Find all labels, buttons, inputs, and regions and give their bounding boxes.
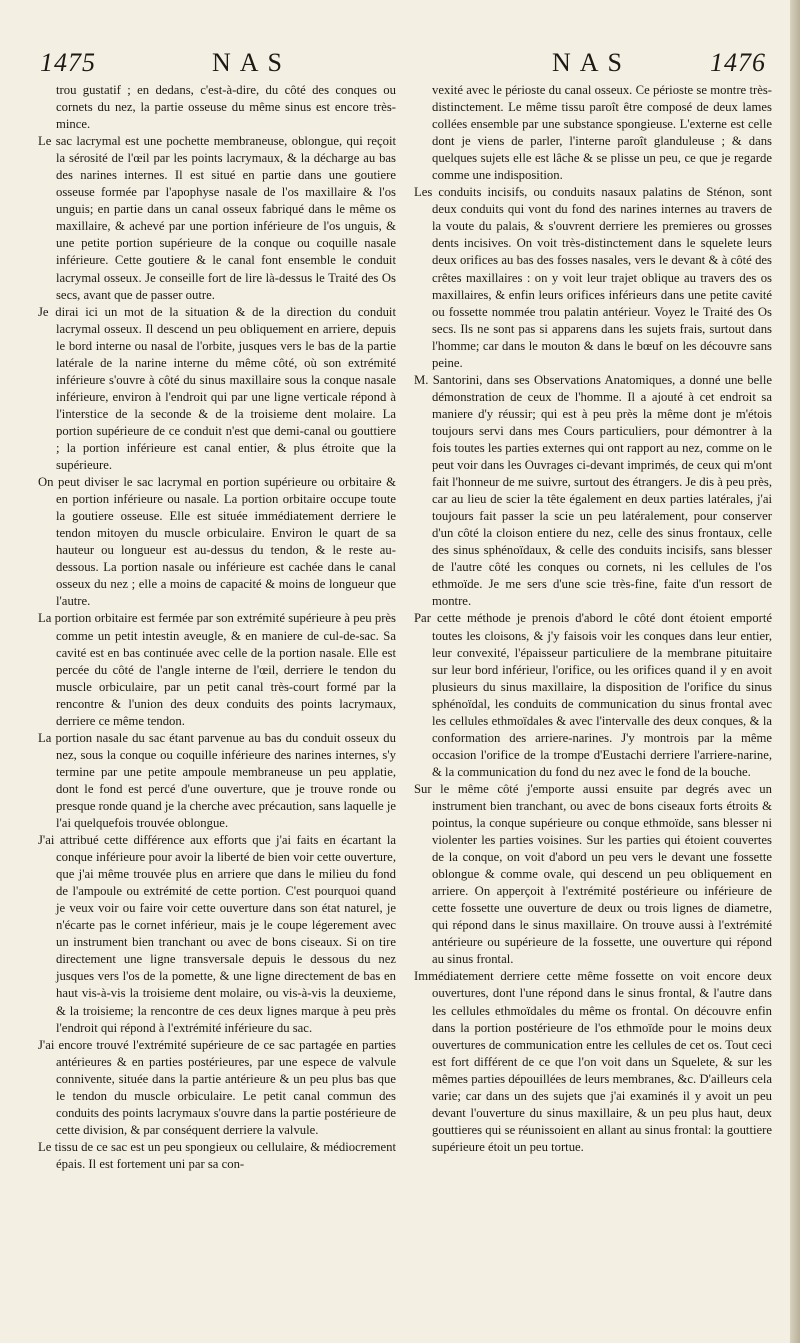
paragraph: trou gustatif ; en dedans, c'est-à-dire, du côté des conques ou cornets du nez, la partie osseuse du même sinus est encore très-mince.: [56, 83, 396, 132]
paragraph: Le sac lacrymal est une pochette membraneuse, oblongue, qui reçoit la sérosité de l'œil par les points lacrymaux, & la décharge au bas des narines internes. Il est situé en partie dans une goutiere osseuse formée par l'apophyse nasale de l'os maxillaire & l'os unguis; en partie dans un canal osseux fabriqué dans le même os maxillaire, & achevé par une portion inférieure de l'os unguis, & une petite portion supérieure de la conque ou coquille nasale inférieure. Cette goutiere & le canal font ensemble le conduit lacrymal osseux. Je conseille fort de lire là-dessus le Traité des Os secs, avant que de passer outre.: [38, 134, 396, 302]
paragraph: J'ai encore trouvé l'extrémité supérieure de ce sac partagée en parties antérieures & en parties postérieures, par une espece de valvule connivente, située dans la partie antérieure & un peu plus bas que le tendon du muscle orbiculaire. Le petit canal commun des conduits des points lacrymaux s'ouvre dans la partie postérieure de cette division, & par conséquent derriere la valvule.: [38, 1037, 396, 1137]
page-edge: [790, 0, 800, 1343]
paragraph: J'ai attribué cette différence aux efforts que j'ai faits en écartant la conque inférieure pour avoir la liberté de bien voir cette ouverture, que j'ai même trouvée plus en arriere que dans le milieu du fond de l'ampoule ou extrémité de cette portion. C'est pourquoi quand je veux voir ou faire voir cette ouverture dans son état naturel, je n'écarte pas le cornet inférieur, mais je le coupe légerement avec un instrument bien tranchant ou avec de bons ciseaux. Si on tire directement une ligne transversale depuis le dessous du nez jusques vers l'os de la pomette, & une ligne directement de bas en haut vis-à-vis la troisieme dent molaire, ou vis-à-vis la deuxieme, & la troisieme; la rencontre de ces deux lignes marque à peu près l'endroit qui répond à l'extrémité inférieure du sac.: [38, 833, 396, 1035]
headword-right: NAS: [552, 48, 632, 77]
paragraph: Les conduits incisifs, ou conduits nasaux palatins de Sténon, sont deux conduits qui vont du fond des narines internes au travers de la voute du palais, & s'ouvrent derriere les premieres ou grosses dents incisives. On voit très-distinctement dans le squelete leurs deux orifices au bas des fosses nasales, vers le devant & à côté des crêtes maxillaires : on y voit leur trajet oblique au travers des os maxillaires, & enfin leurs orifices inférieurs dans une petite cavité ou fossette nommée trou palatin antérieur. Voyez le Traité des Os secs. Ils ne sont pas si apparens dans les sujets frais, surtout dans l'homme; car dans le mouton & dans le bœuf on les découvre sans peine.: [414, 185, 772, 370]
page-number-right: 1476: [710, 48, 766, 77]
paragraph: Le tissu de ce sac est un peu spongieux ou cellulaire, & médiocrement épais. Il est fortement uni par sa con-: [38, 1139, 396, 1171]
paragraph: Par cette méthode je prenois d'abord le côté dont étoient emporté toutes les cloisons, & j'y faisois voir les conques dans leur entier, leur convexité, l'épaisseur particuliere de la membrane pituitaire sur leur bord inférieur, l'orifice, ou les orifices quand il y en avoit plusieurs du sinus maxillaire, la disposition de l'orifice du sinus sphénoïdal, les conduits de communication du sinus frontal avec les cellules ethmoïdales & avec l'intervalle des deux conques, & la conformation des arriere-narines. J'y montrois par la même occasion l'orifice de la trompe d'Eustachi derriere l'arriere-narine, & la communication du fond du nez avec le fond de la bouche.: [414, 611, 772, 779]
left-column: [38, 82, 396, 1322]
paragraph: La portion nasale du sac étant parvenue au bas du conduit osseux du nez, sous la conque ou coquille inférieure des narines internes, s'y termine par une petite ampoule membraneuse un peu applatie, dont le fond est percé d'une ouverture, que je trouve ronde ou presque ronde quand je la cherche avec précaution, sans laquelle je l'ai quelquefois trouvée oblongue.: [38, 730, 396, 831]
paragraph: vexité avec le périoste du canal osseux. Ce périoste se montre très-distinctement. Le même tissu paroît être composé de deux lames collées ensemble par une substance spongieuse. L'externe est celle dont je viens de parler, l'interne paroît glanduleuse ; & dans quelques sujets elle est lâche & se plisse un peu, ce que je regarde comme une indisposition.: [432, 83, 772, 183]
page-number-left: 1475: [40, 48, 96, 77]
paragraph: Je dirai ici un mot de la situation & de la direction du conduit lacrymal osseux. Il descend un peu obliquement en arriere, depuis le bord interne ou nasal de l'orbite, jusques vers le bas de la partie latérale de la narine interne du même côté, où son extrémité inférieure s'ouvre à côté du sinus maxillaire sous la conque nasale inférieure, environ à l'endroit qui par une ligne verticale répond à l'interstice de la seconde & de la troisieme dent molaire. La portion supérieure de ce conduit n'est que demi-canal ou gouttiere ; la portion inférieure est canal entier, & plus étroite que la supérieure.: [38, 304, 396, 473]
running-head: [30, 48, 770, 82]
paragraph: Sur le même côté j'emporte aussi ensuite par degrés avec un instrument bien tranchant, ou avec de bons ciseaux forts étroits & pointus, la conque supérieure ou conque ethmoïde, sans blesser ni violenter les parties voisines. Sur les parties qui étoient couvertes de la conque, on voit d'abord un peu vers le devant une fossette oblongue & comme ovale, qui descend un peu obliquement en arriere. On apperçoit à l'extrémité postérieure ou inférieure de cette fossette une ouverture de deux ou trois lignes de diametre, qui répond dans le sinus maxillaire. On trouve aussi à l'extrémité antérieure ou supérieure de la fossette, une ouverture qui répond au sinus frontal.: [414, 781, 772, 967]
paragraph: La portion orbitaire est fermée par son extrémité supérieure à peu près comme un petit intestin aveugle, & en maniere de cul-de-sac. Sa cavité est en bas continuée avec celle de la portion nasale. Elle est percée du côté de l'angle interne de l'œil, derriere le tendon du muscle orbiculaire, par un petit canal très-court formé par la rencontre & l'union des deux conduits des points lacrymaux, derriere ce même tendon.: [38, 611, 396, 728]
headword-left: NAS: [212, 48, 292, 77]
paragraph: M. Santorini, dans ses Observations Anatomiques, a donné une belle démonstration de ceux de l'homme. Il a ajouté à cet endroit sa maniere d'y réussir; qui est à peu près la même dont je m'étois toujours servi dans mes Cours particuliers, pour démontrer à la fois toutes les parties externes qui ont rapport au nez, comme on le peut voir dans les Ouvrages ci-devant imprimés, de ceux qui m'ont fait l'honneur de me suivre, surtout des étrangers. Je dis à peu près, car au lieu de scier la tête également en deux parties latérales, j'ai toujours fait passer la scie un peu latéralement, pour conserver d'un côté la cloison entiere du nez, celle des sinus frontaux, celle des sinus sphénoïdaux, & celle des conduits incisifs, sans blesser de l'autre côté les conques ou cornets, ni les cellules de l'os ethmoïde. Je me sers d'une scie très-fine, faite d'un ressort de montre.: [414, 372, 772, 609]
right-column: [414, 82, 772, 1322]
paragraph: Immédiatement derriere cette même fossette on voit encore deux ouvertures, dont l'une répond dans le sinus frontal, & l'autre dans les cellules ethmoïdales du même os frontal. On découvre enfin dans la portion postérieure de l'os ethmoïde pour le moins deux ouvertures de communication entre les cellules de cet os. Tout ceci est fort différent de ce que l'on voit dans un Squelete, & sur les mêmes parties dépouillées de leurs membranes, &c. D'ailleurs cela varie; car dans un des sujets que j'ai examinés il y avoit un peu devant l'ouverture du sinus maxillaire, & un peu plus haut, deux gouttieres qui se réunissoient en allant au sinus frontal: la gouttiere supérieure étoit un peu tortue.: [414, 969, 772, 1154]
paragraph: On peut diviser le sac lacrymal en portion supérieure ou orbitaire & en portion inférieure ou nasale. La portion orbitaire occupe toute la goutiere osseuse. Elle est située immédiatement derriere le tendon mitoyen du muscle orbiculaire. Environ le quart de sa hauteur ou longueur est au-dessus du tendon, & le reste au-dessous. La portion nasale ou inférieure est cachée dans le canal osseux du nez ; elle a moins de capacité & moins de longueur que l'autre.: [38, 475, 396, 609]
